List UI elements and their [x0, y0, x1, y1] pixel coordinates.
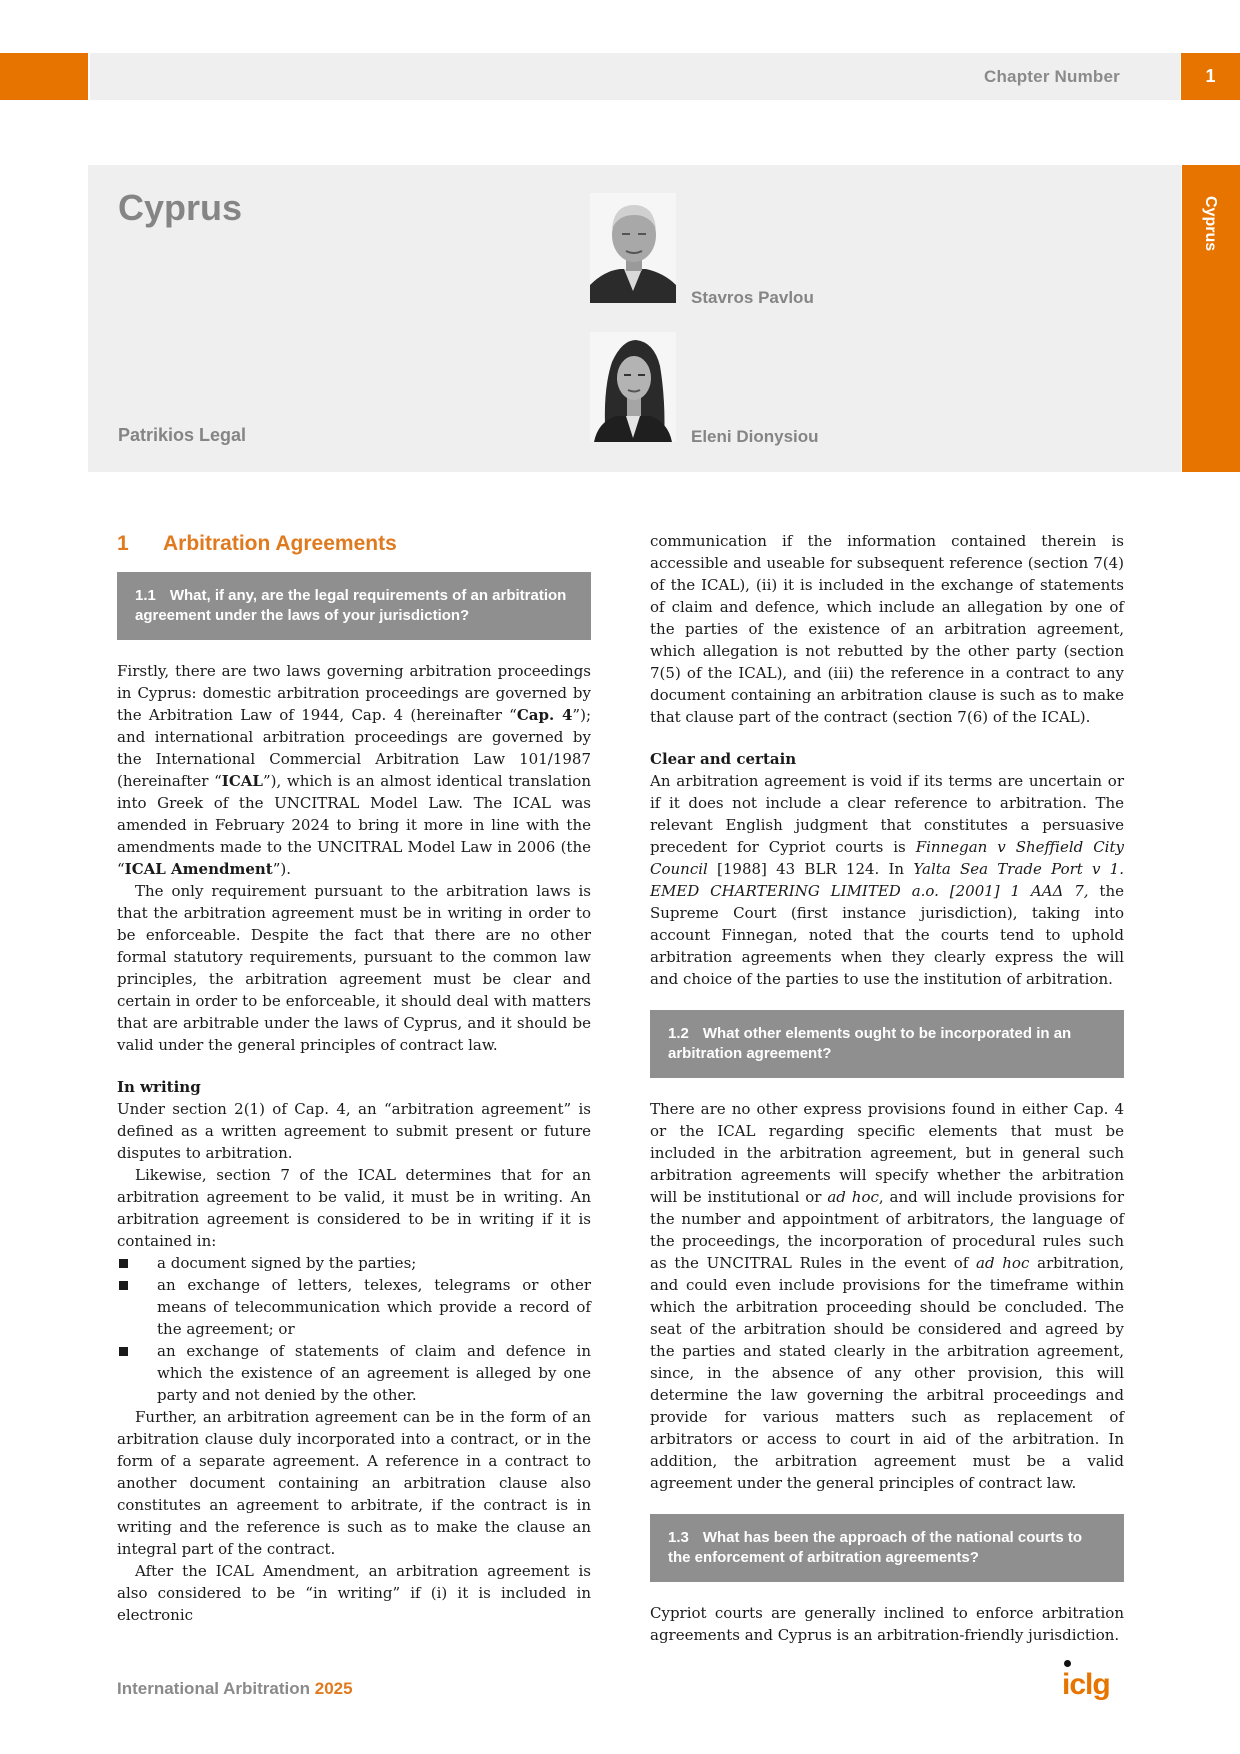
paragraph: Further, an arbitration agreement can be in the form of an arbitration clause duly incorporated into a contract, or in the form of a separate agreement. A reference in a contract to another document containing an arbitration clause also constitutes an agreement to arbitrate, if the contract is in writing and the reference is such as to make the clause an integral part of the contract. [117, 1408, 591, 1558]
subheading-clear-and-certain: Clear and certain [650, 750, 797, 768]
question-text: What has been the approach of the national courts to the enforcement of arbitration agreements? [668, 1529, 1083, 1566]
question-text: What, if any, are the legal requirements of an arbitration agreement under the laws of your jurisdiction? [135, 587, 567, 624]
question-1-3 [650, 1514, 1124, 1582]
list-item: an exchange of letters, telexes, telegrams or other means of telecommunication which provide a record of the agreement; or [117, 1274, 591, 1340]
paragraph: Under section 2(1) of Cap. 4, an “arbitration agreement” is defined as a written agreement to submit present or future disputes to arbitration. [117, 1100, 591, 1162]
paragraph: An arbitration agreement is void if its terms are uncertain or if it does not include a clear reference to arbitration. The relevant English judgment that constitutes a persuasive precedent for Cypriot courts is Finnegan v Sheffield City Council [1988] 43 BLR 124. In Yalta Sea Trade Port v 1. EMED CHARTERING LIMITED a.o. [2001] 1 ΑΑΔ 7, the Supreme Court (first instance jurisdiction), taking into account Finnegan, noted that the courts tend to uphold arbitration agreements when they clearly express the will and choice of the parties to use the institution of arbitration. [650, 772, 1124, 988]
chapter-number: 1 [1181, 53, 1240, 100]
section-heading [117, 530, 591, 558]
left-column [117, 530, 591, 1626]
author-photo-1 [590, 193, 676, 303]
country-title: Cyprus [118, 187, 243, 228]
publication-year: 2025 [314, 1679, 353, 1698]
header-accent-block [0, 53, 88, 100]
paragraph: After the ICAL Amendment, an arbitration agreement is also considered to be “in writing” if (i) it is included in electronic [117, 1562, 591, 1624]
right-column [650, 530, 1124, 1646]
bullet-list [117, 1252, 591, 1406]
question-number: 1.2 [668, 1025, 689, 1042]
author-name-1: Stavros Pavlou [691, 288, 814, 307]
portrait-male-icon [590, 193, 676, 303]
paragraph: Cypriot courts are generally inclined to enforce arbitration agreements and Cyprus is an arbitration-friendly jurisdiction. [650, 1604, 1124, 1644]
side-tab-label: Cyprus [1202, 196, 1219, 252]
list-item: an exchange of statements of claim and defence in which the existence of an agreement is alleged by one party and not denied by the other. [117, 1340, 591, 1406]
section-title: Arbitration Agreements [163, 532, 397, 555]
list-item: a document signed by the parties; [117, 1252, 591, 1274]
iclg-logo-group [1062, 1660, 1132, 1704]
paragraph: There are no other express provisions found in either Cap. 4 or the ICAL regarding specific elements that must be included in the arbitration agreement, but in general such arbitration agreements will specify whether the arbitration will be institutional or ad hoc, and will include provisions for the number and appointment of arbitrators, the language of the proceedings, the incorporation of procedural rules such as the UNCITRAL Rules in the event of ad hoc arbitration, and could even include provisions for the timeframe within which the arbitration proceeding should be concluded. The seat of the arbitration should be considered and agreed by the parties and stated clearly in the arbitration agreement, since, in the absence of any other provision, this will determine the law governing the arbitral proceedings and provide for various matters such as replacement of arbitrators or access to court in aid of the arbitration. In addition, the arbitration agreement must be a valid agreement under the general principles of contract law. [650, 1100, 1125, 1492]
logo-dot-icon [1064, 1660, 1071, 1667]
paragraph: Firstly, there are two laws governing arbitration proceedings in Cyprus: domestic arbitration proceedings are governed by the Arbitration Law of 1944, Cap. 4 (hereinafter “Cap. 4”); and international arbitration proceedings are governed by the International Commercial Arbitration Law 101/1987 (hereinafter “ICAL”), which is an almost identical translation into Greek of the UNCITRAL Model Law. The ICAL was amended in February 2024 to bring it more in line with the amendments made to the UNCITRAL Model Law in 2006 (the “ICAL Amendment”). [117, 662, 592, 878]
bullet-square-icon [119, 1281, 128, 1290]
iclg-logo: iclg [1062, 1668, 1110, 1701]
bullet-square-icon [119, 1259, 128, 1268]
paragraph: The only requirement pursuant to the arbitration laws is that the arbitration agreement must be in writing in order to be enforceable. Despite the fact that there are no other formal statutory requirements, pursuant to the common law principles, the arbitration agreement must be clear and certain in order to be enforceable, it should deal with matters that are arbitrable under the laws of Cyprus, and it should be valid under the general principles of contract law. [117, 882, 591, 1054]
bullet-square-icon [119, 1347, 128, 1356]
portrait-female-icon [590, 332, 676, 442]
question-number: 1.1 [135, 587, 156, 604]
publication-title [117, 1678, 353, 1700]
subheading-in-writing: In writing [117, 1078, 201, 1096]
question-1-1 [117, 572, 591, 640]
question-1-2 [650, 1010, 1124, 1078]
section-number: 1 [117, 532, 129, 555]
publication-name: International Arbitration [117, 1679, 310, 1698]
question-text: What other elements ought to be incorporated in an arbitration agreement? [668, 1025, 1072, 1062]
firm-name: Patrikios Legal [118, 425, 247, 445]
question-number: 1.3 [668, 1529, 689, 1546]
chapter-label: Chapter Number [984, 67, 1120, 86]
author-photo-2 [590, 332, 676, 442]
paragraph: communication if the information contained therein is accessible and useable for subsequent reference (section 7(4) of the ICAL), (ii) it is included in the exchange of statements of claim and defence, which include an allegation by one of the parties of the existence of an arbitration agreement, which allegation is not rebutted by the other party (section 7(5) of the ICAL), and (iii) the reference in a contract to any document containing an arbitration clause is such as to make that clause part of the contract (section 7(6) of the ICAL). [650, 532, 1124, 726]
paragraph: Likewise, section 7 of the ICAL determines that for an arbitration agreement to be valid, it must be in writing. An arbitration agreement is considered to be in writing if it is contained in: [117, 1166, 591, 1250]
author-name-2: Eleni Dionysiou [691, 427, 819, 446]
